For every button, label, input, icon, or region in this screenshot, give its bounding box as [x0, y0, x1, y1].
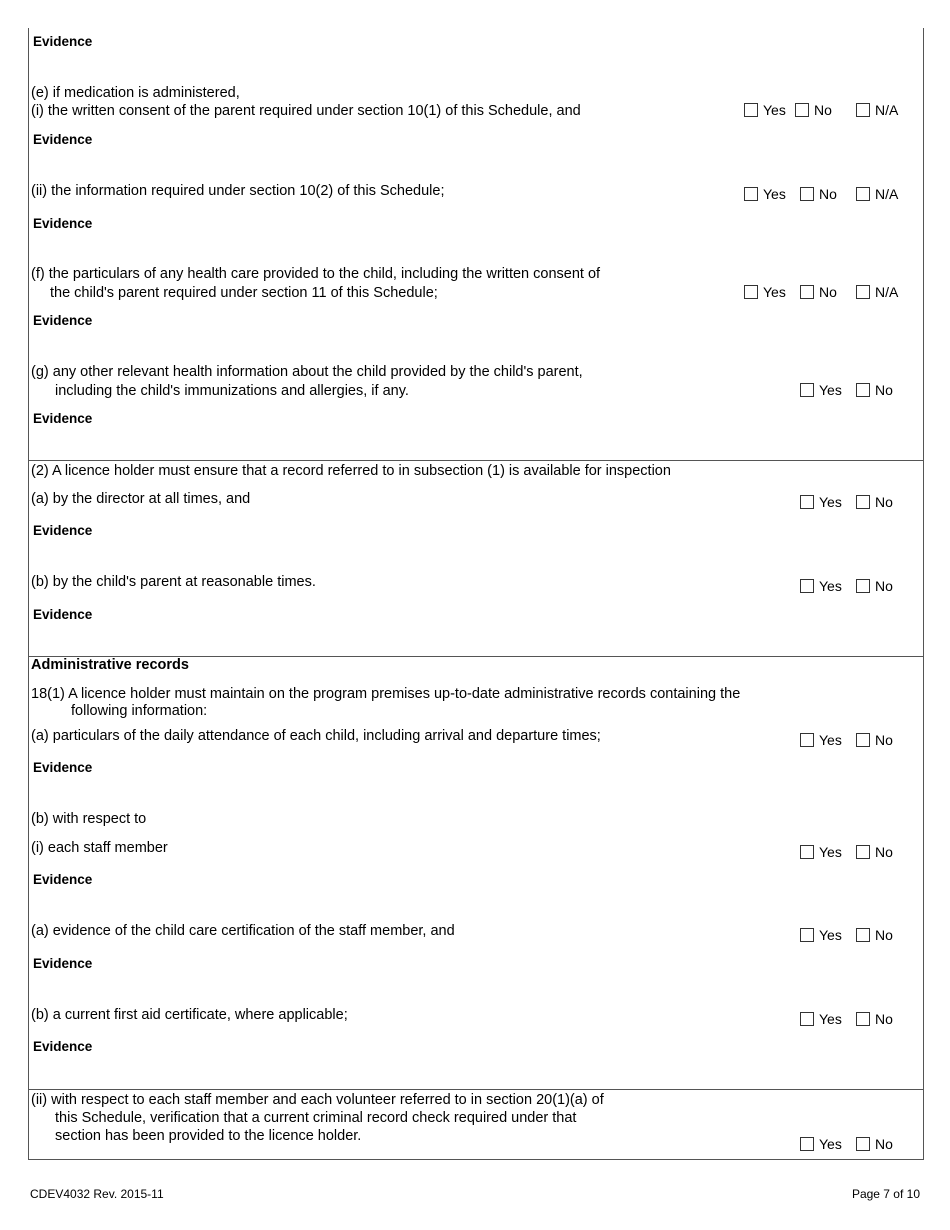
- yes-label: Yes: [819, 1011, 842, 1027]
- evidence-label: Evidence: [33, 411, 93, 426]
- evidence-label: Evidence: [33, 313, 93, 328]
- evidence-label: Evidence: [33, 523, 93, 538]
- no-checkbox[interactable]: [795, 102, 832, 118]
- yes-label: Yes: [819, 382, 842, 398]
- yes-label: Yes: [819, 494, 842, 510]
- yes-checkbox[interactable]: [800, 1011, 842, 1027]
- no-label: No: [814, 102, 832, 118]
- yes-label: Yes: [819, 578, 842, 594]
- checkbox-box[interactable]: [856, 579, 870, 593]
- no-label: No: [875, 732, 893, 748]
- checkbox-box[interactable]: [800, 579, 814, 593]
- checkbox-box[interactable]: [856, 845, 870, 859]
- checkbox-box[interactable]: [856, 928, 870, 942]
- no-checkbox[interactable]: [800, 186, 837, 202]
- checkbox-box[interactable]: [795, 103, 809, 117]
- section-divider: [28, 460, 923, 461]
- evidence-label: Evidence: [33, 132, 93, 147]
- section-2-intro: (2) A licence holder must ensure that a record referred to in subsection (1) is available for inspection: [31, 463, 671, 479]
- item-18b-i: (i) each staff member: [31, 840, 168, 856]
- checkbox-box[interactable]: [800, 928, 814, 942]
- item-18a: (a) particulars of the daily attendance of each child, including arrival and departure times;: [31, 728, 601, 744]
- item-2b: (b) by the child's parent at reasonable times.: [31, 574, 316, 590]
- checkbox-box[interactable]: [800, 733, 814, 747]
- evidence-label: Evidence: [33, 872, 93, 887]
- checkbox-box[interactable]: [856, 1137, 870, 1151]
- item-g-line2: including the child's immunizations and allergies, if any.: [55, 383, 409, 399]
- item-f-line1: (f) the particulars of any health care provided to the child, including the written consent of: [31, 266, 601, 282]
- no-label: No: [819, 284, 837, 300]
- yes-checkbox[interactable]: [744, 102, 786, 118]
- na-checkbox[interactable]: [856, 102, 898, 118]
- checkbox-box[interactable]: [856, 733, 870, 747]
- no-label: No: [875, 494, 893, 510]
- na-label: N/A: [875, 284, 899, 300]
- checkbox-box[interactable]: [800, 845, 814, 859]
- no-checkbox[interactable]: [856, 732, 893, 748]
- item-e-ii: (ii) the information required under section 10(2) of this Schedule;: [31, 183, 445, 199]
- yes-checkbox[interactable]: [800, 578, 842, 594]
- item-e-intro: (e) if medication is administered,: [31, 85, 240, 101]
- yes-checkbox[interactable]: [744, 284, 786, 300]
- no-checkbox[interactable]: [856, 1136, 893, 1152]
- checkbox-box[interactable]: [856, 285, 870, 299]
- yes-checkbox[interactable]: [800, 494, 842, 510]
- no-checkbox[interactable]: [856, 494, 893, 510]
- section-heading: Administrative records: [31, 657, 189, 673]
- na-checkbox[interactable]: [856, 186, 898, 202]
- checkbox-box[interactable]: [800, 187, 814, 201]
- no-checkbox[interactable]: [856, 578, 893, 594]
- checkbox-box[interactable]: [800, 1137, 814, 1151]
- checkbox-box[interactable]: [856, 495, 870, 509]
- item-f-line2: the child's parent required under section 11 of this Schedule;: [50, 285, 438, 301]
- yes-label: Yes: [763, 284, 786, 300]
- item-18b-ii-line1: (ii) with respect to each staff member and each volunteer referred to in section 20(1)(a) of: [31, 1092, 604, 1108]
- no-checkbox[interactable]: [856, 844, 893, 860]
- checkbox-box[interactable]: [744, 187, 758, 201]
- no-label: No: [875, 927, 893, 943]
- evidence-label: Evidence: [33, 607, 93, 622]
- item-18b: (b) with respect to: [31, 811, 147, 827]
- no-label: No: [875, 382, 893, 398]
- item-18b-ii-line3: section has been provided to the licence holder.: [55, 1128, 362, 1144]
- checkbox-box[interactable]: [856, 103, 870, 117]
- evidence-label: Evidence: [33, 760, 93, 775]
- checkbox-box[interactable]: [744, 103, 758, 117]
- no-checkbox[interactable]: [856, 382, 893, 398]
- checkbox-box[interactable]: [800, 383, 814, 397]
- yes-checkbox[interactable]: [800, 1136, 842, 1152]
- section-18-1-line1: 18(1) A licence holder must maintain on the program premises up-to-date administrative records containing the: [31, 686, 741, 702]
- no-label: No: [819, 186, 837, 202]
- no-label: No: [875, 844, 893, 860]
- no-checkbox[interactable]: [800, 284, 837, 300]
- yes-checkbox[interactable]: [800, 732, 842, 748]
- yes-checkbox[interactable]: [800, 844, 842, 860]
- no-checkbox[interactable]: [856, 1011, 893, 1027]
- no-label: No: [875, 578, 893, 594]
- checkbox-box[interactable]: [800, 1012, 814, 1026]
- evidence-label: Evidence: [33, 1039, 93, 1054]
- form-id: CDEV4032 Rev. 2015-11: [30, 1187, 164, 1201]
- na-checkbox[interactable]: [856, 284, 898, 300]
- item-18b-i-b: (b) a current first aid certificate, where applicable;: [31, 1007, 348, 1023]
- item-18b-ii-line2: this Schedule, verification that a current criminal record check required under that: [55, 1110, 577, 1126]
- yes-label: Yes: [819, 732, 842, 748]
- section-divider: [28, 1089, 923, 1090]
- yes-label: Yes: [819, 844, 842, 860]
- evidence-label: Evidence: [33, 216, 93, 231]
- item-2a: (a) by the director at all times, and: [31, 491, 251, 507]
- yes-checkbox[interactable]: [800, 382, 842, 398]
- checkbox-box[interactable]: [800, 285, 814, 299]
- section-18-1-line2: following information:: [71, 703, 208, 719]
- yes-label: Yes: [819, 1136, 842, 1152]
- na-label: N/A: [875, 186, 899, 202]
- checkbox-box[interactable]: [856, 187, 870, 201]
- evidence-label: Evidence: [33, 956, 93, 971]
- yes-checkbox[interactable]: [800, 927, 842, 943]
- no-label: No: [875, 1136, 893, 1152]
- checkbox-box[interactable]: [856, 383, 870, 397]
- checkbox-box[interactable]: [744, 285, 758, 299]
- item-18b-i-a: (a) evidence of the child care certification of the staff member, and: [31, 923, 455, 939]
- yes-label: Yes: [763, 186, 786, 202]
- evidence-label: Evidence: [33, 34, 93, 49]
- yes-checkbox[interactable]: [744, 186, 786, 202]
- item-e-i: (i) the written consent of the parent required under section 10(1) of this Schedule, and: [31, 103, 581, 119]
- page-number: Page 7 of 10: [851, 1187, 920, 1201]
- yes-label: Yes: [763, 102, 786, 118]
- no-label: No: [875, 1011, 893, 1027]
- yes-label: Yes: [819, 927, 842, 943]
- item-g-line1: (g) any other relevant health information about the child provided by the child's parent,: [31, 364, 583, 380]
- na-label: N/A: [875, 102, 899, 118]
- no-checkbox[interactable]: [856, 927, 893, 943]
- checkbox-box[interactable]: [856, 1012, 870, 1026]
- checkbox-box[interactable]: [800, 495, 814, 509]
